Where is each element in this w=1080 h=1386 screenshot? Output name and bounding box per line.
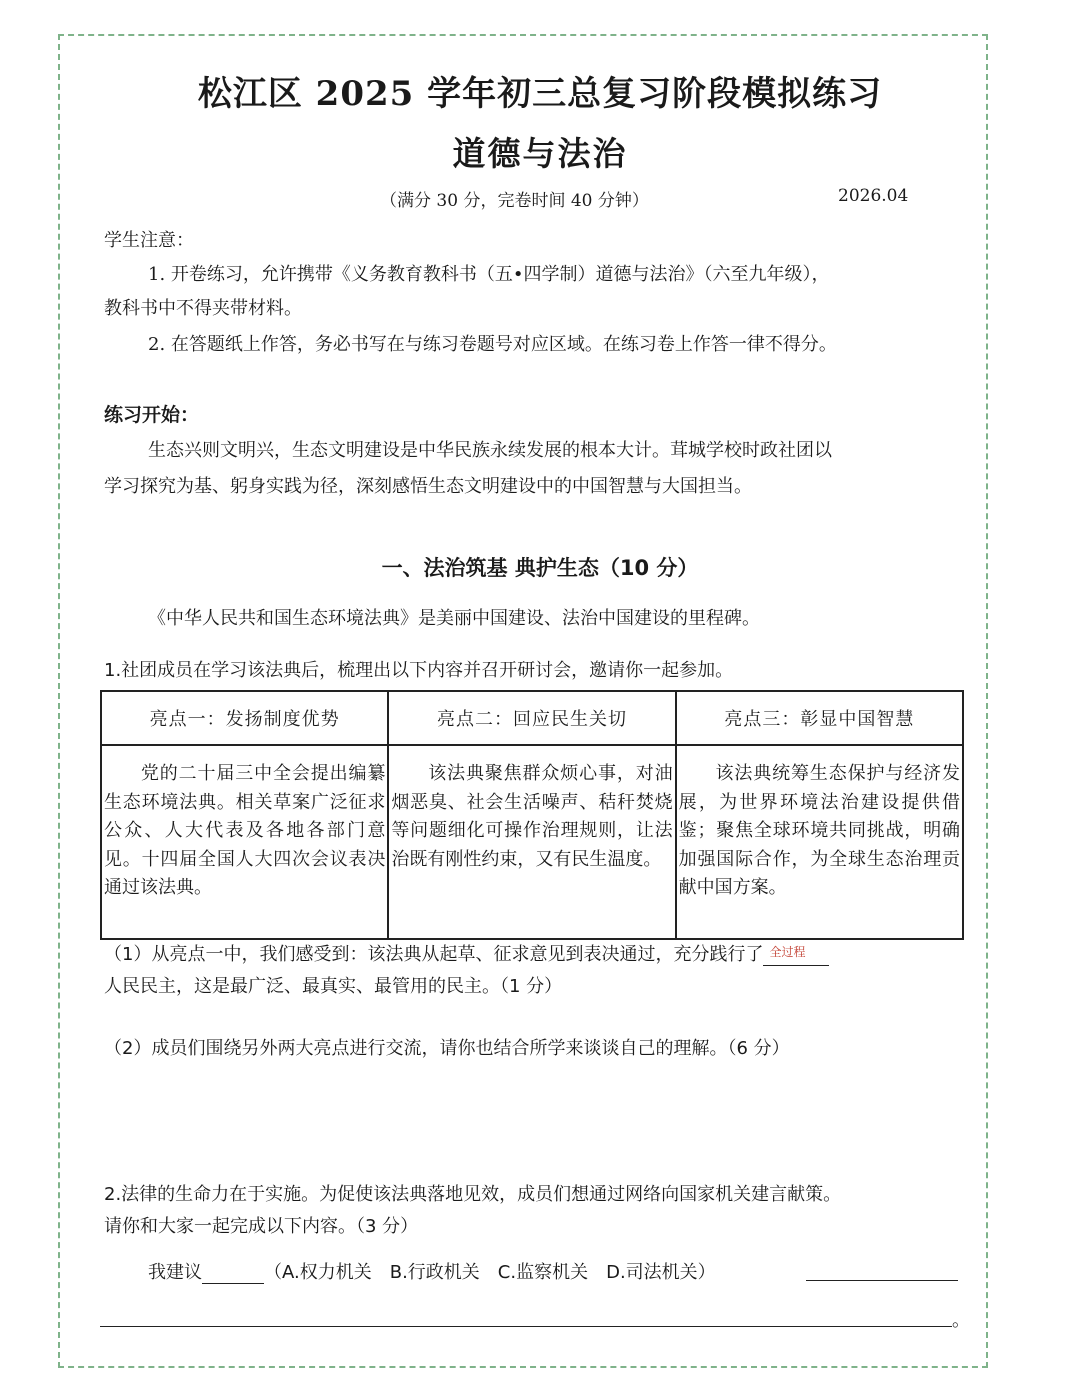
suggestion-answer-blank[interactable] [806,1260,958,1281]
question-2-stem-line-1: 2.法律的生命力在于实施。为促使该法典落地见效，成员们想通过网络向国家机关建言献策。 [104,1184,842,1205]
organ-choice-blank[interactable] [202,1261,264,1284]
table-header-2: 亮点二：回应民生关切 [388,691,675,745]
table-header-1: 亮点一：发扬制度优势 [101,691,388,745]
notice-heading: 学生注意： [104,230,194,251]
suggestion-line: 我建议 （A.权力机关 B.行政机关 C.监察机关 D.司法机关） [148,1262,716,1283]
table-cell-1: 党的二十届三中全会提出编纂生态环境法典。相关草案广泛征求公众、人大代表及各地各部门意见。十四届全国人大四次会议表决通过该法典。 [101,745,388,939]
section-1-lead: 《中华人民共和国生态环境法典》是美丽中国建设、法治中国建设的里程碑。 [148,608,760,629]
notice-item-1-line-1: 1. 开卷练习，允许携带《义务教育教科书（五•四学制）道德与法治》（六至九年级）， [148,264,830,285]
highlights-table [100,690,964,940]
intro-heading: 练习开始： [104,404,200,426]
notice-item-2: 2. 在答题纸上作答，务必书写在与练习卷题号对应区域。在练习卷上作答一律不得分。 [148,334,837,355]
table-header-3: 亮点三：彰显中国智慧 [676,691,963,745]
question-2-stem-line-2: 请你和大家一起完成以下内容。（3 分） [104,1216,419,1237]
table-cell-2: 该法典聚焦群众烦心事，对油烟恶臭、社会生活噪声、秸秆焚烧等问题细化可操作治理规则，让法治既有刚性约束，又有民生温度。 [388,745,675,939]
exam-title: 松江区 2025 学年初三总复习阶段模拟练习 [197,74,883,114]
exam-date: 2026.04 [838,186,909,206]
handwritten-answer: 全过程 [769,945,806,959]
exam-subject: 道德与法治 [452,134,628,173]
suggestion-answer-line[interactable] [100,1306,952,1327]
question-1-sub-1-cont: 人民民主，这是最广泛、最真实、最管用的民主。（1 分） [104,976,563,997]
question-1-sub-1: （1）从亮点一中，我们感受到：该法典从起草、征求意见到表决通过，充分践行了 全过程 [104,940,829,966]
section-1-title: 一、法治筑基 典护生态（10 分） [381,556,699,580]
end-mark: 。 [952,1310,970,1331]
intro-line-2: 学习探究为基、躬身实践为径，深刻感悟生态文明建设中的中国智慧与大国担当。 [104,476,752,497]
question-1-stem: 1.社团成员在学习该法典后，梳理出以下内容并召开研讨会，邀请你一起参加。 [104,660,734,681]
answer-blank-1[interactable] [763,943,829,966]
intro-line-1: 生态兴则文明兴，生态文明建设是中华民族永续发展的根本大计。茸城学校时政社团以 [148,440,832,461]
notice-item-1-line-2: 教科书中不得夹带材料。 [104,298,302,319]
table-cell-3: 该法典统筹生态保护与经济发展，为世界环境法治建设提供借鉴；聚焦全球环境共同挑战，明确加强国际合作，为全球生态治理贡献中国方案。 [676,745,963,939]
table-header-row [101,691,963,745]
table-row [101,745,963,939]
question-1-sub-2: （2）成员们围绕另外两大亮点进行交流，请你也结合所学来谈谈自己的理解。（6 分） [104,1038,790,1059]
exam-meta: （满分 30 分，完卷时间 40 分钟） [380,191,649,211]
